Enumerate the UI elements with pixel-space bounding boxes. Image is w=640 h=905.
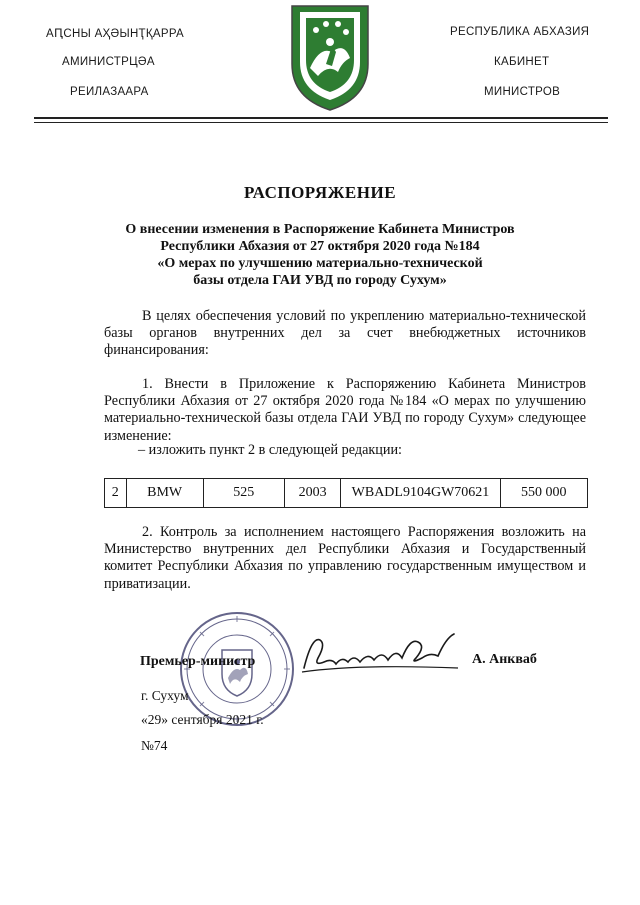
header-divider-thick — [34, 117, 608, 119]
header-left-line-1: АԤСНЫ АҲӘЫНҬҚАРРА — [46, 28, 184, 40]
table-cell-vin: WBADL9104GW70621 — [341, 479, 500, 508]
signatory-role: Премьер-министр — [140, 654, 256, 669]
header-right-line-2: КАБИНЕТ — [494, 56, 550, 68]
issue-date: «29» сентября 2021 г. — [141, 712, 264, 727]
header-right-line-3: МИНИСТРОВ — [484, 86, 561, 98]
handwritten-signature-icon — [298, 628, 463, 678]
subtitle-line: Республики Абхазия от 27 октября 2020 года №184 — [160, 239, 480, 254]
table-row — [105, 479, 588, 508]
table-cell-make: BMW — [126, 479, 203, 508]
document-title: РАСПОРЯЖЕНИЕ — [243, 183, 397, 202]
subtitle-line: базы отдела ГАИ УВД по городу Сухум» — [193, 273, 447, 288]
document-number: №74 — [141, 738, 168, 753]
subtitle-line: «О мерах по улучшению материально-технической — [157, 256, 483, 271]
table-cell-model: 525 — [203, 479, 284, 508]
item-1-subclause: – изложить пункт 2 в следующей редакции: — [138, 442, 402, 458]
table-cell-amount: 550 000 — [500, 479, 587, 508]
item-2-paragraph: 2. Контроль за исполнением настоящего Распоряжения возложить на Министерство внутренних дел Республики Абхазия и Государственный комитет Республики Абхазия по управлению государственным имуществом и приватизации. — [104, 524, 586, 592]
header-divider-thin — [34, 122, 608, 123]
header-right-line-1: РЕСПУБЛИКА АБХАЗИЯ — [450, 26, 590, 38]
coat-of-arms-icon — [288, 2, 372, 112]
subtitle-line: О внесении изменения в Распоряжение Кабинета Министров — [125, 222, 515, 237]
preamble-paragraph: В целях обеспечения условий по укреплению материально-технической базы органов внутренних дел за счет внебюджетных источников финансирования: — [104, 308, 586, 359]
document-subtitle — [100, 221, 540, 289]
vehicle-table — [104, 478, 588, 508]
table-cell-number: 2 — [105, 479, 127, 508]
place-of-issue: г. Сухум — [141, 688, 189, 703]
item-1-paragraph: 1. Внести в Приложение к Распоряжению Кабинета Министров Республики Абхазия от 27 октября 2020 года №184 «О мерах по улучшению материально-технической базы отдела ГАИ УВД по городу Сухум» следующее изменение: — [104, 376, 586, 444]
table-cell-year: 2003 — [284, 479, 341, 508]
header-left-line-2: АМИНИСТРЦӘА — [62, 56, 155, 68]
header-left-line-3: РЕИЛАЗААРА — [70, 86, 149, 98]
signatory-name: А. Анкваб — [472, 652, 537, 667]
